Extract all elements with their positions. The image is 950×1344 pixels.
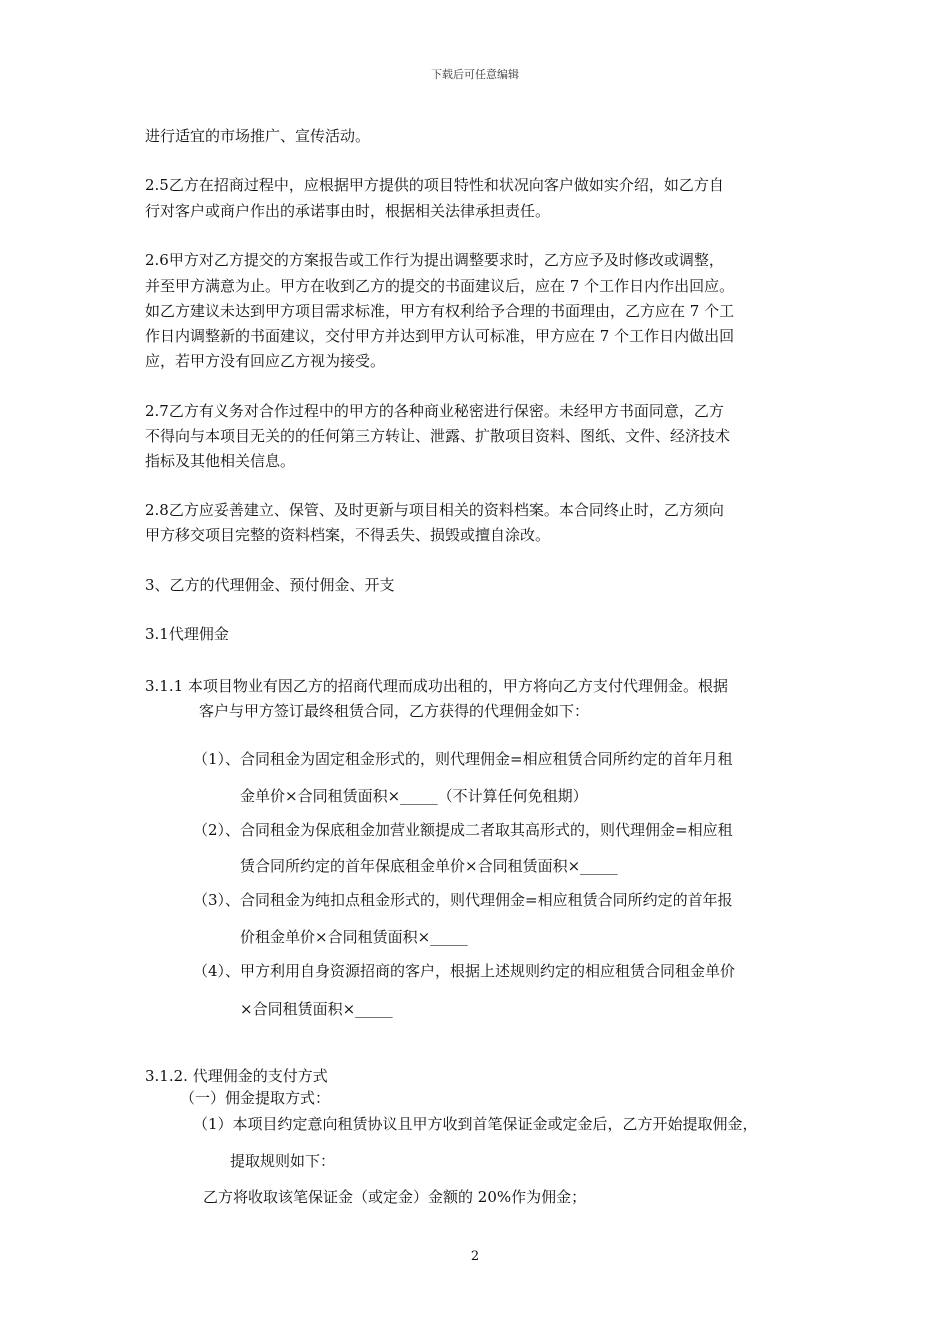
page-header: 下载后可任意编辑 xyxy=(431,68,519,81)
subsection-heading: 3.1代理佣金 xyxy=(145,625,229,643)
text-line: 2.6甲方对乙方提交的方案报告或工作行为提出调整要求时，乙方应予及时修改或调整， xyxy=(145,251,724,269)
text-line: 2.8乙方应妥善建立、保管、及时更新与项目相关的资料档案。本合同终止时，乙方须向 xyxy=(145,501,724,519)
list-item-line: 赁合同所约定的首年保底租金单价×合同租赁面积×_____ xyxy=(240,857,618,875)
text-line: 如乙方建议未达到甲方项目需求标准，甲方有权利给予合理的书面理由，乙方应在 7 个工 xyxy=(145,302,735,320)
page-number: 2 xyxy=(470,1249,480,1264)
text-line: 进行适宜的市场推广、宣传活动。 xyxy=(145,127,371,145)
clause-line: 3.1.1 本项目物业有因乙方的招商代理而成功出租的，甲方将向乙方支付代理佣金。根据 xyxy=(145,677,728,695)
list-item-line: （3）、合同租金为纯扣点租金形式的，则代理佣金=相应租赁合同所约定的首年报 xyxy=(193,891,733,909)
text-line: 乙方将收取该笔保证金（或定金）金额的 20%作为佣金； xyxy=(203,1188,587,1206)
list-item-line: （2）、合同租金为保底租金加营业额提成二者取其高形式的，则代理佣金=相应租 xyxy=(193,821,733,839)
text-line: 并至甲方满意为止。甲方在收到乙方的提交的书面建议后，应在 7 个工作日内作出回应。 xyxy=(145,277,735,295)
text-line: 提取规则如下： xyxy=(230,1152,336,1170)
text-line: 指标及其他相关信息。 xyxy=(145,452,296,470)
clause-line: 客户与甲方签订最终租赁合同，乙方获得的代理佣金如下： xyxy=(199,702,590,720)
list-item-line: ×合同租赁面积×_____ xyxy=(240,1000,393,1018)
text-line: 作日内调整新的书面建议，交付甲方并达到甲方认可标准，甲方应在 7 个工作日内做出回 xyxy=(145,327,735,345)
text-line: 应，若甲方没有回应乙方视为接受。 xyxy=(145,352,386,370)
subsection-heading: 3.1.2. 代理佣金的支付方式 xyxy=(145,1067,328,1085)
text-line: 甲方移交项目完整的资料档案，不得丢失、损毁或擅自涂改。 xyxy=(145,526,551,544)
text-line: 行对客户或商户作出的承诺事由时，根据相关法律承担责任。 xyxy=(145,202,551,220)
section-heading: 3、乙方的代理佣金、预付佣金、开支 xyxy=(145,576,395,594)
list-item-line: （4）、甲方利用自身资源招商的客户，根据上述规则约定的相应租赁合同租金单价 xyxy=(193,962,736,980)
list-item-line: 价租金单价×合同租赁面积×_____ xyxy=(240,928,468,946)
text-line: 2.7乙方有义务对合作过程中的甲方的各种商业秘密进行保密。未经甲方书面同意，乙方 xyxy=(145,402,724,420)
text-line: （1）本项目约定意向租赁协议且甲方收到首笔保证金或定金后，乙方开始提取佣金， xyxy=(193,1115,758,1133)
text-line: 不得向与本项目无关的的任何第三方转让、泄露、扩散项目资料、图纸、文件、经济技术 xyxy=(145,427,731,445)
list-item-line: 金单价×合同租赁面积×_____（不计算任何免租期） xyxy=(240,787,588,805)
text-line: 2.5乙方在招商过程中，应根据甲方提供的项目特性和状况向客户做如实介绍，如乙方自 xyxy=(145,176,724,194)
list-item-line: （1）、合同租金为固定租金形式的，则代理佣金=相应租赁合同所约定的首年月租 xyxy=(193,750,733,768)
text-line: （一）佣金提取方式： xyxy=(180,1089,331,1107)
